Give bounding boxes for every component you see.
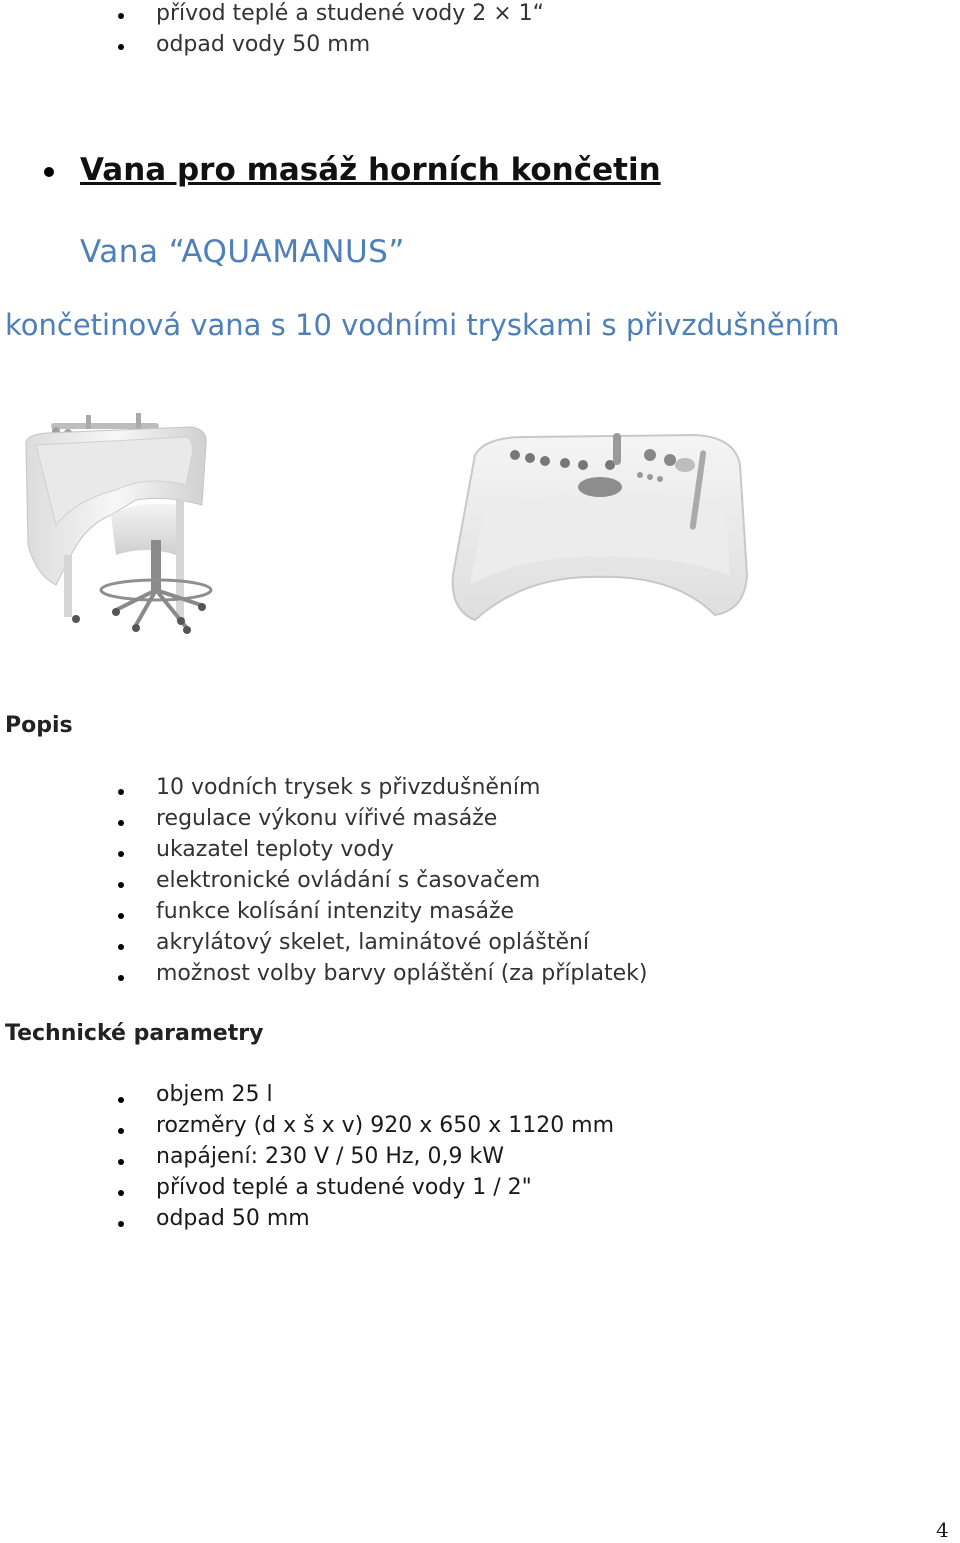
product-name: Vana “AQUAMANUS” (80, 234, 405, 270)
list-item: rozměry (d x š x v) 920 x 650 x 1120 mm (156, 1113, 615, 1138)
list-item: přívod teplé a studené vody 1 / 2" (156, 1175, 532, 1200)
list-item: odpad 50 mm (156, 1206, 310, 1231)
bathtub-stand-image (16, 405, 216, 640)
bathtub-top-image (445, 425, 750, 645)
list-item: 10 vodních trysek s přivzdušněním (156, 775, 541, 800)
tech-heading: Technické parametry (5, 1021, 264, 1046)
section-title: Vana pro masáž horních končetin (80, 152, 661, 188)
list-item: odpad vody 50 mm (156, 32, 371, 57)
bullet (118, 1221, 124, 1227)
description-heading: Popis (5, 713, 73, 738)
bullet (118, 1097, 124, 1103)
bullet (118, 789, 124, 795)
bullet (118, 44, 124, 50)
bullet (118, 882, 124, 888)
bullet (118, 13, 124, 19)
bullet (118, 944, 124, 950)
list-item: akrylátový skelet, laminátové opláštění (156, 930, 590, 955)
bullet (118, 975, 124, 981)
product-subtitle: končetinová vana s 10 vodními tryskami s přivzdušněním (5, 308, 840, 342)
list-item: funkce kolísání intenzity masáže (156, 899, 515, 924)
list-item: možnost volby barvy opláštění (za příplatek) (156, 961, 648, 986)
list-item: přívod teplé a studené vody 2 × 1“ (156, 1, 545, 26)
bullet (118, 1128, 124, 1134)
bullet (118, 851, 124, 857)
bullet (118, 1190, 124, 1196)
list-item: regulace výkonu vířivé masáže (156, 806, 498, 831)
list-item: ukazatel teploty vody (156, 837, 394, 862)
page-number: 4 (936, 1518, 949, 1542)
bullet (44, 167, 54, 177)
bullet (118, 1159, 124, 1165)
bullet (118, 820, 124, 826)
list-item: objem 25 l (156, 1082, 273, 1107)
list-item: napájení: 230 V / 50 Hz, 0,9 kW (156, 1144, 504, 1169)
bullet (118, 913, 124, 919)
list-item: elektronické ovládání s časovačem (156, 868, 541, 893)
